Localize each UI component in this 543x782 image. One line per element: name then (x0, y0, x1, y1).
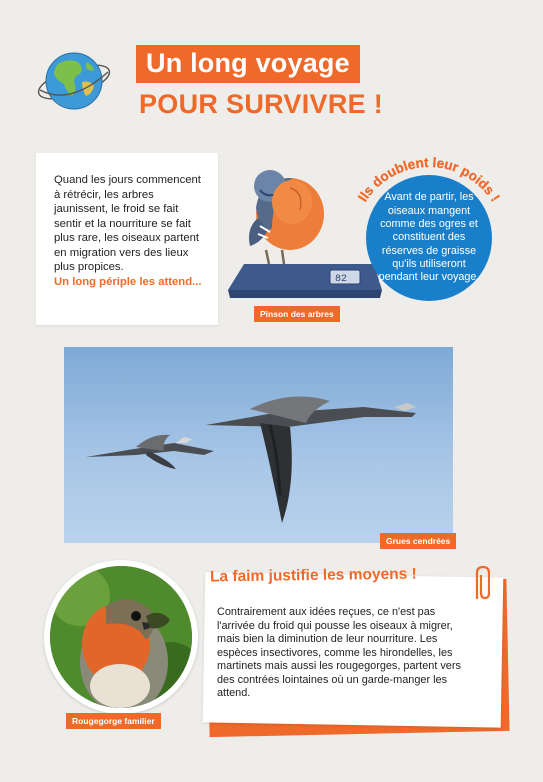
intro-highlight: Un long périple les attend... (54, 275, 202, 288)
hunger-title: La faim justifie les moyens ! (209, 565, 417, 586)
paperclip-icon (472, 565, 490, 603)
scale-display: 82 (335, 274, 348, 285)
robin-image (50, 566, 192, 708)
weight-text: Avant de partir, les oiseaux mangent comme des ogres et constituent des réserves de graisse qu'ils utiliseront pendant leur voyage. (378, 191, 480, 284)
page-title: Un long voyage (136, 45, 360, 83)
page-subtitle: POUR SURVIVRE ! (139, 89, 384, 119)
robin-caption: Rougegorge familier (66, 713, 161, 729)
hunger-text: Contrairement aux idées reçues, ce n'est pas l'arrivée du froid qui pousse les oiseaux à migrer, mais bien la diminution de leur nourriture. Les espèces insectivores, comme les hirondelles, les martinets mais aussi les rougegorges, partent vers des contrées lointaines où un garde-manger les attend. (217, 606, 461, 699)
cranes-photo (64, 347, 453, 543)
intro-paragraph (54, 173, 206, 289)
finch-caption: Pinson des arbres (254, 306, 340, 322)
cranes-silhouette (64, 347, 453, 543)
weight-bubble (366, 175, 492, 301)
weight-heading-text: Ils doublent leur poids ! (355, 154, 503, 205)
globe-icon (36, 44, 112, 118)
intro-card (36, 153, 218, 325)
intro-text: Quand les jours commencent à rétrécir, les arbres jaunissent, le froid se fait sentir et la nourriture se fait plus rare, les oiseaux partent en migration vers des lieux plus propices. (54, 174, 201, 273)
cranes-caption: Grues cendrées (380, 533, 456, 549)
robin-photo (44, 560, 198, 714)
